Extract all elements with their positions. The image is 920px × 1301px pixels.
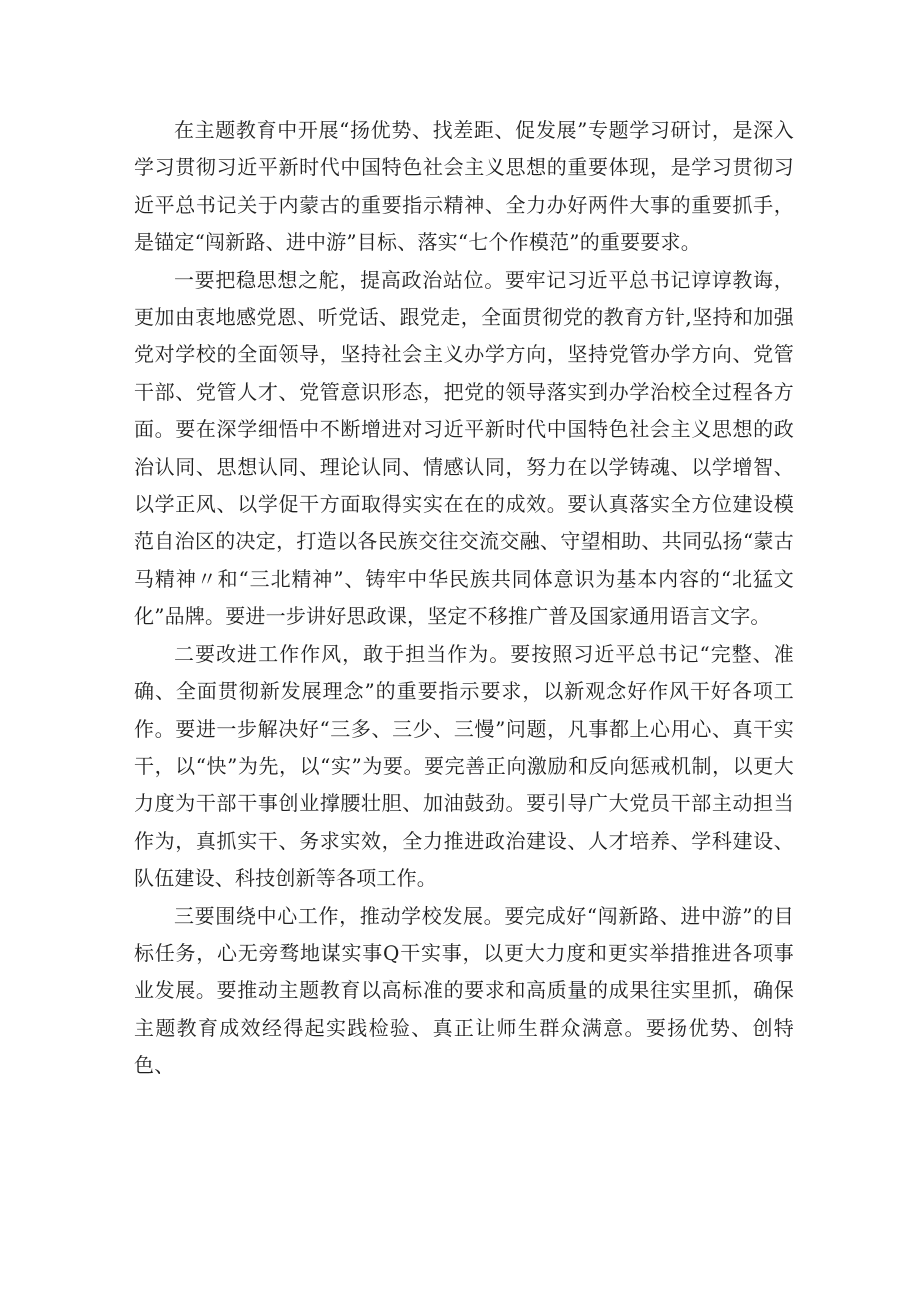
paragraph-point-one: 一要把稳思想之舵，提高政治站位。要牢记习近平总书记谆谆教诲，更加由衷地感党恩、听党话、跟党走，全面贯彻党的教育方针,坚持和加强党对学校的全面领导，坚持社会主义办学方向，坚持党管办学方向、党管干部、党管人才、党管意识形态，把党的领导落实到办学治校全过程各方面。要在深学细悟中不断增进对习近平新时代中国特色社会主义思想的政治认同、思想认同、理论认同、情感认同，努力在以学铸魂、以学增智、以学正风、以学促干方面取得实实在在的成效。要认真落实全方位建设模范自治区的决定，打造以各民族交往交流交融、守望相助、共同弘扬“蒙古马精神〃和“三北精神”、铸牢中华民族共同体意识为基本内容的“北猛文化”品牌。要进一步讲好思政课，坚定不移推广普及国家通用语言文字。 [134,267,794,629]
paragraph-intro: 在主题教育中开展“扬优势、找差距、促发展”专题学习研讨，是深入学习贯彻习近平新时代中国特色社会主义思想的重要体现，是学习贯彻习近平总书记关于内蒙古的重要指示精神、全力办好两件大事的重要抓手，是锚定“闯新路、进中游”目标、落实“七个作模范”的重要要求。 [134,118,794,255]
paragraph-point-two: 二要改进工作作风，敢于担当作为。要按照习近平总书记“完整、准确、全面贯彻新发展理念”的重要指示要求，以新观念好作风干好各项工作。要进一步解决好“三多、三少、三慢”问题，凡事都上心用心、真干实干，以“快”为先，以“实”为要。要完善正向激励和反向惩戒机制，以更大力度为干部干事创业撑腰壮胆、加油鼓劲。要引导广大党员干部主动担当作为，真抓实干、务求实效，全力推进政治建设、人才培养、学科建设、队伍建设、科技创新等各项工作。 [134,641,794,891]
paragraph-point-three: 三要围绕中心工作，推动学校发展。要完成好“闯新路、进中游”的目标任务，心无旁骛地谋实事Q干实事，以更大力度和更实举措推进各项事业发展。要推动主题教育以高标准的要求和高质量的成果往实里抓，确保主题教育成效经得起实践检验、真正让师生群众满意。要扬优势、创特色、 [134,903,794,1078]
document-body [134,112,794,1085]
